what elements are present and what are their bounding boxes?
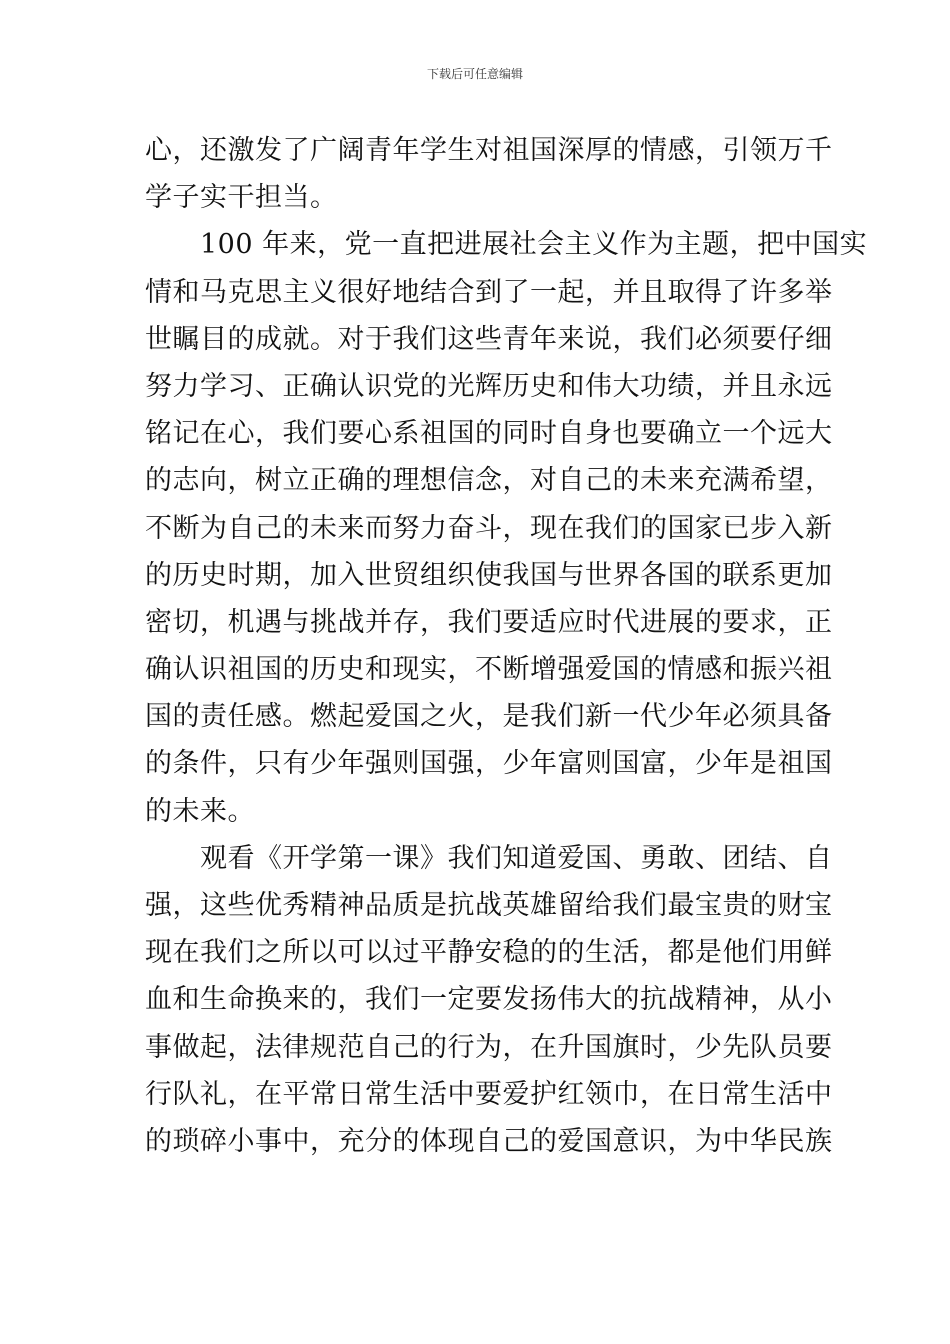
text-line: 情和马克思主义很好地结合到了一起，并且取得了许多举 — [145, 276, 833, 308]
text-line: 心，还激发了广阔青年学生对祖国深厚的情感，引领万千 — [145, 135, 833, 166]
paragraph — [145, 221, 868, 834]
paragraph — [145, 127, 833, 221]
text-line: 国的责任感。燃起爱国之火，是我们新一代少年必须具备 — [145, 701, 833, 733]
text-line: 的条件，只有少年强则国强，少年富则国富，少年是祖国 — [145, 748, 833, 780]
document-body — [145, 127, 868, 1165]
text-line: 密切，机遇与挑战并存，我们要适应时代进展的要求，正 — [145, 606, 833, 638]
text-line: 的琐碎小事中，充分的体现自己的爱国意识，为中华民族 — [145, 1125, 833, 1157]
paragraph — [145, 835, 833, 1165]
text-line: 事做起，法律规范自己的行为，在升国旗时，少先队员要 — [145, 1031, 833, 1063]
text-line: 学子实干担当。 — [145, 182, 338, 214]
text-line: 100 年来，党一直把进展社会主义作为主题，把中国实 — [145, 229, 868, 261]
text-line: 血和生命换来的，我们一定要发扬伟大的抗战精神，从小 — [145, 984, 833, 1016]
text-line: 不断为自己的未来而努力奋斗，现在我们的国家已步入新 — [145, 512, 833, 544]
text-line: 的未来。 — [145, 795, 255, 827]
text-line: 铭记在心，我们要心系祖国的同时自身也要确立一个远大 — [145, 418, 833, 450]
text-line: 强，这些优秀精神品质是抗战英雄留给我们最宝贵的财宝 — [145, 890, 833, 921]
text-line: 世瞩目的成就。对于我们这些青年来说，我们必须要仔细 — [145, 323, 833, 355]
text-line: 观看《开学第一课》我们知道爱国、勇敢、团结、自 — [145, 842, 833, 874]
page-header: 下载后可任意编辑 — [426, 67, 523, 81]
text-line: 行队礼，在平常日常生活中要爱护红领巾，在日常生活中 — [145, 1078, 833, 1110]
text-line: 的志向，树立正确的理想信念，对自己的未来充满希望， — [145, 465, 833, 497]
text-line: 现在我们之所以可以过平静安稳的的生活，都是他们用鲜 — [145, 937, 833, 969]
text-line: 确认识祖国的历史和现实，不断增强爱国的情感和振兴祖 — [145, 654, 833, 686]
text-line: 的历史时期，加入世贸组织使我国与世界各国的联系更加 — [145, 559, 833, 591]
text-line: 努力学习、正确认识党的光辉历史和伟大功绩，并且永远 — [145, 370, 833, 402]
